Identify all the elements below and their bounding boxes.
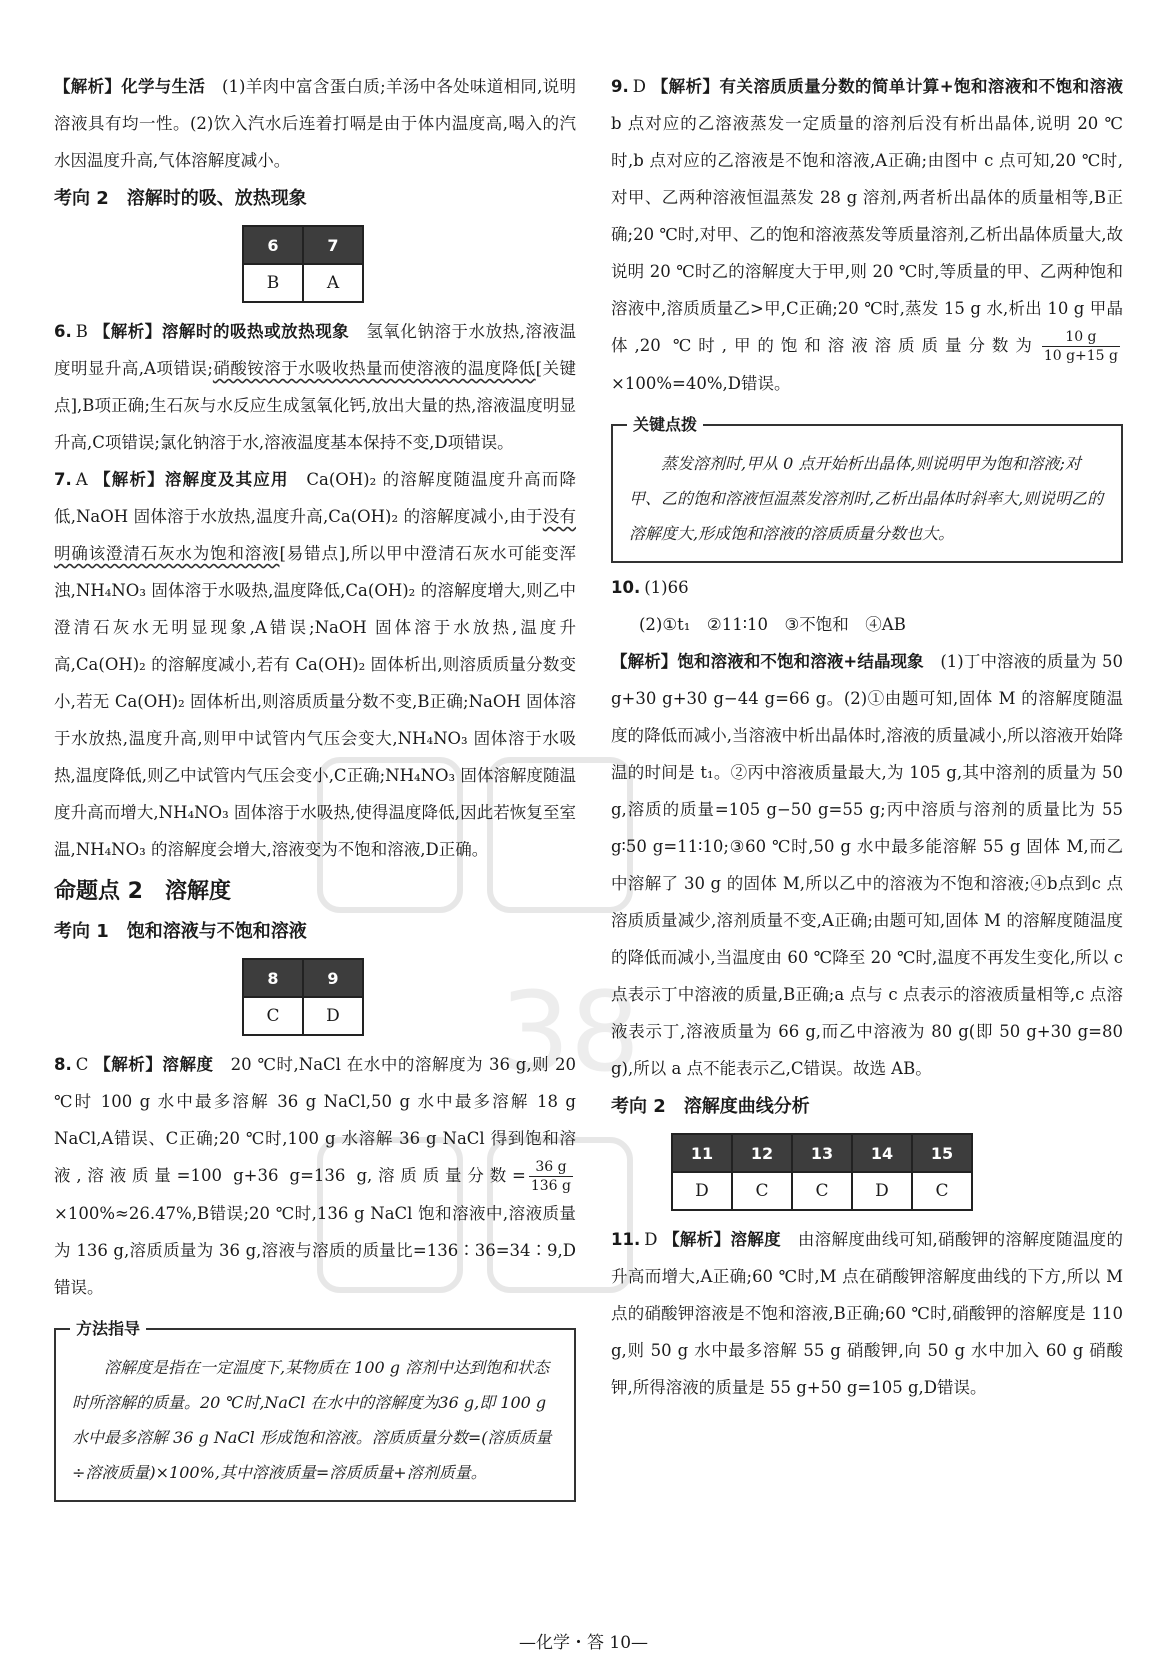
table-cell: B: [243, 264, 303, 302]
method-guide-box: [54, 1319, 576, 1502]
table-header: 11: [672, 1134, 732, 1172]
question-8: [54, 1046, 576, 1306]
analysis-tag: 【解析】: [663, 1230, 731, 1249]
answer-letter: C: [75, 1055, 89, 1074]
table-cell: D: [672, 1172, 732, 1210]
paragraph-text: ×100%≈26.47%,B错误;20 ℃时,136 g NaCl 饱和溶液中,溶液质量为 136 g,溶质质量为 36 g,溶液与溶质的质量比=136∶36=34∶9,D错误。: [54, 1204, 576, 1297]
paragraph-text: b 点对应的乙溶液蒸发一定质量的溶剂后没有析出晶体,说明 20 ℃时,b 点对应的乙溶液是不饱和溶液,A正确;由图中 c 点可知,20 ℃时,对甲、乙两种溶液恒温蒸发 28 g 溶剂,两者析出晶体的质量相等,B正确;20 ℃时,对甲、乙的饱和溶液蒸发等质量溶剂,乙析出晶体质量大,故说明 20 ℃时乙的溶解度大于甲,则 20 ℃时,等质量的甲、乙两种饱和溶液中,溶质质量乙>甲,C正确;20 ℃时,蒸发 15 g 水,析出 10 g 甲晶体,20 ℃时,甲的饱和溶液溶质质量分数为: [611, 114, 1123, 355]
box-text: 溶解度是指在一定温度下,某物质在 100 g 溶剂中达到饱和状态时所溶解的质量。20 ℃时,NaCl 在水中的溶解度为36 g,即 100 g 水中最多溶解 36 g NaCl 形成饱和溶液。溶质质量分数=(溶质质量÷溶液质量)×100%,其中溶液质量=溶质质量+溶剂质量。: [72, 1358, 552, 1482]
fraction-numerator: 36 g: [529, 1158, 573, 1177]
table-cell: C: [912, 1172, 972, 1210]
paragraph-text: (1)丁中溶液的质量为 50 g+30 g+30 g−44 g=66 g。(2)①由题可知,固体 M 的溶解度随温度的降低而减小,当溶液中析出晶体时,溶液的质量减小,所以溶液开始降温的时间是 t₁。②丙中溶液质量最大,为 105 g,其中溶剂的质量为 50 g,溶质的质量=105 g−50 g=55 g;丙中溶质与溶剂的质量比为 55 g∶50 g=11∶10;③60 ℃时,50 g 水中最多能溶解 55 g 固体 M,而乙中溶解了 30 g 的固体 M,所以乙中的溶液为不饱和溶液;④b点到c 点溶质质量减少,溶剂质量不变,A正确;由题可知,固体 M 的溶解度随温度的降低而减小,当温度由 60 ℃降至 20 ℃时,温度不再发生变化,所以 c 点表示丁中溶液的质量,B正确;a 点与 c 点表示的溶液质量相等,c 点溶液表示丁,溶液质量为 66 g,而乙中溶液为 80 g(即 50 g+30 g=80 g),所以 a 点不能表示乙,C错误。故选 AB。: [611, 652, 1124, 1078]
question-number: 6.: [54, 322, 72, 341]
table-header: 9: [303, 959, 363, 997]
box-title: 关键点拨: [627, 412, 703, 435]
box-title: 方法指导: [70, 1316, 146, 1339]
table-cell: A: [303, 264, 363, 302]
paragraph-text: [关键点],B项正确;生石灰与水反应生成氢氧化钙,放出大量的热,溶液温度明显升高,C项错误;氯化钠溶于水,溶液温度基本保持不变,D项错误。: [54, 359, 577, 452]
table-cell: D: [852, 1172, 912, 1210]
analysis-tag: 【解析】: [94, 1055, 163, 1074]
analysis-tag: 【解析】: [651, 77, 720, 96]
fraction: [1042, 328, 1120, 365]
emphasis-text: 没有明确该澄清石灰水为饱和溶液: [54, 507, 576, 563]
answer-table-6-7: [242, 225, 364, 303]
table-header: 13: [792, 1134, 852, 1172]
fraction-numerator: 10 g: [1042, 328, 1120, 347]
answer-letter: D: [644, 1230, 658, 1249]
table-header: 14: [852, 1134, 912, 1172]
answer-table-11-15: [671, 1133, 973, 1211]
answer-part: (2)①t₁ ②11∶10 ③不饱和 ④AB: [639, 615, 906, 634]
table-header: 15: [912, 1134, 972, 1172]
question-number: 9.: [611, 77, 629, 96]
topic-label: 溶解度: [730, 1230, 781, 1249]
svg-text:38: 38: [500, 968, 640, 1096]
table-header: 6: [243, 226, 303, 264]
paragraph-text: [易错点],所以甲中澄清石灰水可能变浑浊,NH₄NO₃ 固体溶于水吸热,温度降低,Ca(OH)₂ 的溶解度增大,则乙中澄清石灰水无明显现象,A错误;NaOH 固体溶于水放热,温度升高,Ca(OH)₂ 的溶解度减小,若有 Ca(OH)₂ 固体析出,则溶质质量分数变小,若无 Ca(OH)₂ 固体析出,则溶质质量分数不变,B正确;NaOH 固体溶于水放热,温度升高,则甲中试管内气压会变大,NH₄NO₃ 固体溶于水吸热,温度降低,则乙中试管内气压会变小,C正确;NH₄NO₃ 固体溶解度随温度升高而增大,NH₄NO₃ 固体溶于水吸热,使得温度降低,因此若恢复至室温,NH₄NO₃ 的溶解度会增大,溶液变为不饱和溶液,D正确。: [54, 544, 576, 859]
answer-part: (1)66: [644, 578, 689, 597]
question-number: 10.: [611, 578, 641, 597]
right-column: [611, 68, 1123, 1406]
answer-letter: D: [632, 77, 646, 96]
question-7: [54, 461, 576, 868]
question-10-answers: [611, 569, 1123, 606]
emphasis-text: 硝酸铵溶于水吸收热量而使溶液的温度降低: [212, 359, 536, 378]
table-cell: C: [792, 1172, 852, 1210]
intro-paragraph: [54, 68, 576, 179]
paragraph-text: ×100%=40%,D错误。: [611, 374, 791, 393]
table-cell: C: [732, 1172, 792, 1210]
topic-label: 溶解时的吸热或放热现象: [161, 322, 350, 341]
answer-table-8-9: [242, 958, 364, 1036]
question-11: [611, 1221, 1123, 1406]
key-point-box: [611, 415, 1123, 563]
section-heading-kaoxiang2-right: 考向 2 溶解度曲线分析: [611, 1096, 810, 1117]
section-heading-kaoxiang1: 考向 1 饱和溶液与不饱和溶液: [54, 921, 307, 942]
topic-label: 溶解度: [162, 1055, 214, 1074]
page-footer: —化学・答 10—: [518, 1633, 649, 1653]
table-header: 12: [732, 1134, 792, 1172]
paragraph-text: 氢氧化钠溶于水放热,溶液温度明显升高,A项错误;: [54, 322, 577, 378]
section-heading-mingti: 命题点 2 溶解度: [54, 879, 231, 904]
table-header: 8: [243, 959, 303, 997]
question-number: 11.: [611, 1230, 641, 1249]
paragraph-text: 20 ℃时,NaCl 在水中的溶解度为 36 g,则 20 ℃时 100 g 水中最多溶解 36 g NaCl,50 g 水中最多溶解 18 g NaCl,A错误、C正确;20 ℃时,100 g 水溶解 36 g NaCl 得到饱和溶液,溶液质量=100 g+36 g=136 g,溶质质量分数=: [54, 1055, 577, 1185]
question-6: [54, 313, 576, 461]
question-10-answers-2: [611, 606, 1123, 643]
question-number: 8.: [54, 1055, 72, 1074]
section-heading-kaoxiang2: 考向 2 溶解时的吸、放热现象: [54, 188, 307, 209]
question-9: [611, 68, 1123, 402]
fraction-denominator: 136 g: [530, 1178, 571, 1194]
topic-label: 饱和溶液和不饱和溶液+结晶现象: [677, 652, 924, 671]
paragraph-text: 由溶解度曲线可知,硝酸钾的溶解度随温度的升高而增大,A正确;60 ℃时,M 点在硝酸钾溶解度曲线的下方,所以 M 点的硝酸钾溶液是不饱和溶液,B正确;60 ℃时,硝酸钾的溶解度是 110 g,则 50 g 水中最多溶解 55 g 硝酸钾,向 50 g 水中加入 60 g 硝酸钾,所得溶液的质量是 55 g+50 g=105 g,D错误。: [611, 1230, 1124, 1397]
table-cell: D: [303, 997, 363, 1035]
analysis-tag: 【解析】: [93, 322, 162, 341]
paragraph-text: Ca(OH)₂ 的溶解度随温度升高而降低,NaOH 固体溶于水放热,温度升高,Ca(OH)₂ 的溶解度减小,由于: [54, 470, 577, 526]
topic-label: 溶解度及其应用: [164, 470, 289, 489]
answer-letter: B: [75, 322, 88, 341]
analysis-tag: 【解析】: [611, 652, 678, 671]
answer-letter: A: [75, 470, 88, 489]
analysis-tag: 【解析】: [94, 470, 165, 489]
fraction: [529, 1158, 573, 1195]
box-text: 蒸发溶剂时,甲从 0 点开始析出晶体,则说明甲为饱和溶液;对甲、乙的饱和溶液恒温蒸发溶剂时,乙析出晶体时斜率大,则说明乙的溶解度大,形成饱和溶液的溶质质量分数也大。: [629, 454, 1104, 543]
topic-label: 化学与生活: [121, 77, 206, 96]
left-column: [54, 68, 576, 1508]
paragraph-text: (1)羊肉中富含蛋白质;羊汤中各处味道相同,说明溶液具有均一性。(2)饮入汽水后连着打嗝是由于体内温度高,喝入的汽水因温度升高,气体溶解度减小。: [54, 77, 577, 170]
question-number: 7.: [54, 470, 72, 489]
topic-label: 有关溶质质量分数的简单计算+饱和溶液和不饱和溶液: [719, 77, 1124, 96]
table-cell: C: [243, 997, 303, 1035]
question-10-analysis: [611, 643, 1123, 1087]
table-header: 7: [303, 226, 363, 264]
analysis-tag: 【解析】: [54, 77, 122, 96]
fraction-denominator: 10 g+15 g: [1043, 348, 1118, 364]
